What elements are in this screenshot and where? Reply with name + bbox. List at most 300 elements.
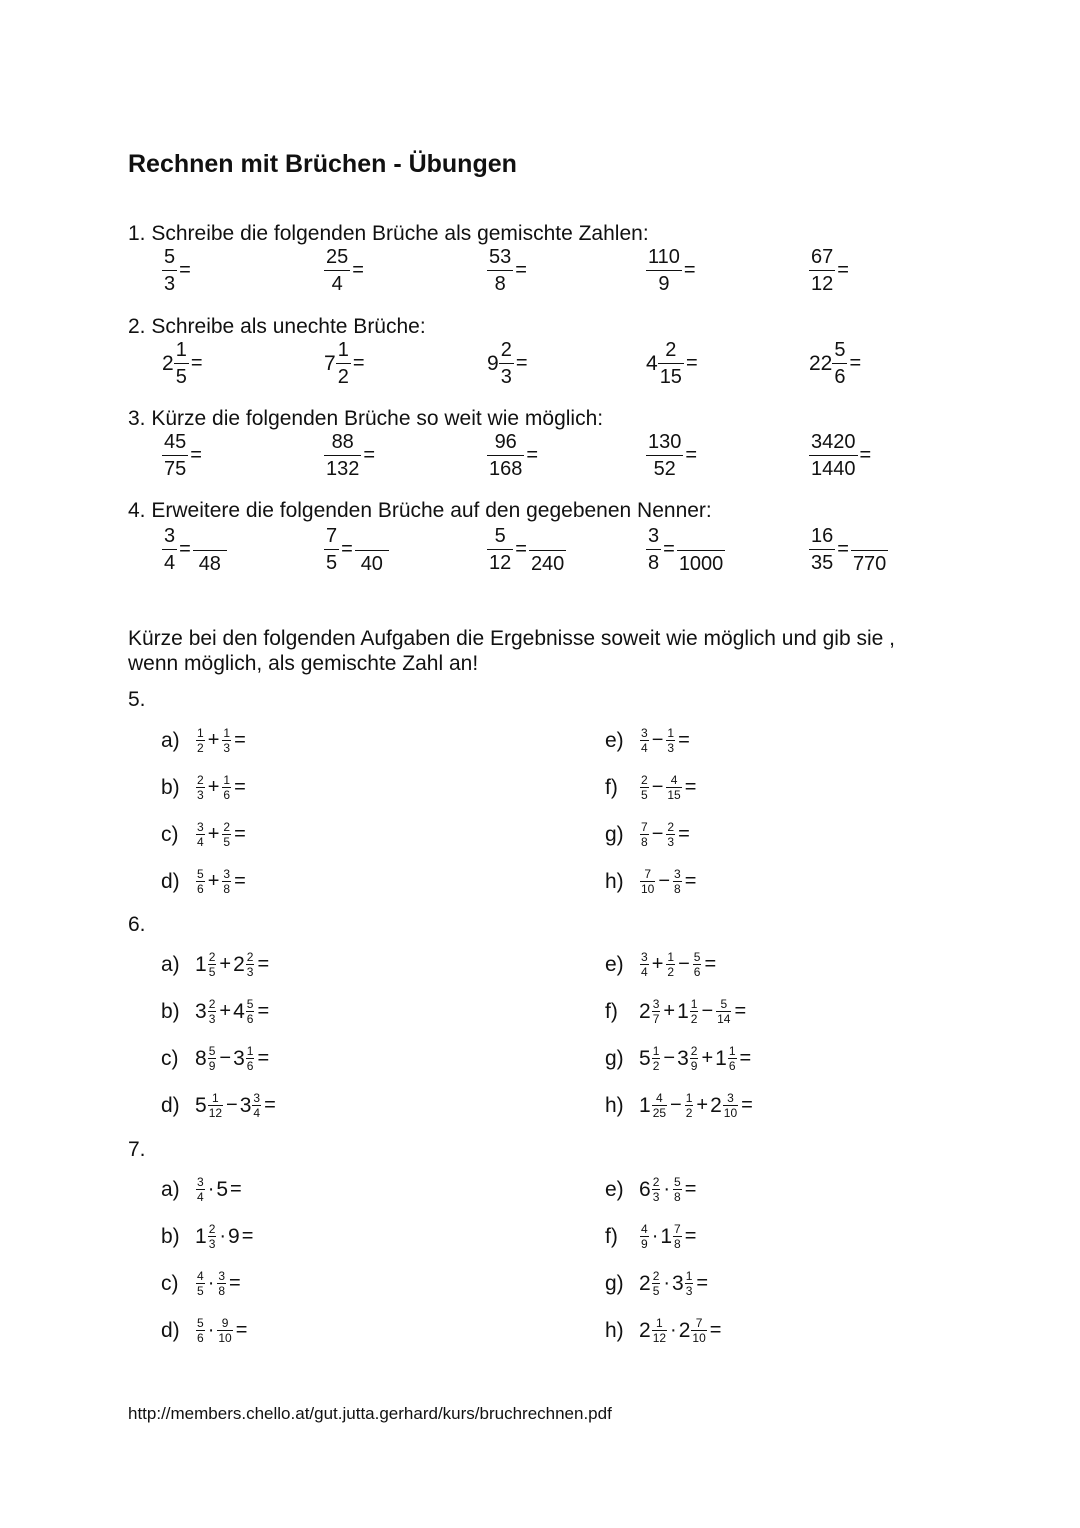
- operator: +: [219, 1000, 232, 1022]
- fraction: [673, 868, 682, 895]
- expression: [639, 951, 718, 978]
- whole-number: 22: [809, 351, 833, 375]
- numerator: 1: [690, 997, 698, 1011]
- equals-sign: =: [352, 259, 364, 281]
- numerator: 5: [164, 246, 176, 268]
- numerator: 5: [197, 867, 204, 881]
- operator: ·: [207, 1319, 215, 1341]
- numerator: 4: [670, 773, 678, 787]
- fraction: [487, 247, 513, 294]
- equals-sign: =: [683, 259, 696, 281]
- fraction: [208, 1092, 223, 1119]
- target-denominator: 770: [852, 553, 887, 575]
- item-label: b): [161, 999, 180, 1023]
- instruction-text: Kürze bei den folgenden Aufgaben die Ergebnisse soweit wie möglich und gib sie , wenn möglich, als gemischte Zahl an!: [128, 627, 896, 675]
- expression: [639, 774, 698, 801]
- numerator: 1: [685, 1269, 693, 1283]
- equals-sign: =: [685, 352, 698, 374]
- fraction: [652, 1176, 661, 1203]
- equals-sign: =: [190, 444, 202, 466]
- whole-number: 2: [639, 1271, 651, 1295]
- numerator: 5: [674, 1175, 681, 1189]
- denominator: 12: [489, 551, 512, 574]
- whole-number: 3: [195, 999, 207, 1023]
- fraction: [809, 247, 835, 294]
- fraction: [691, 1317, 706, 1344]
- whole-number: 2: [162, 351, 174, 375]
- fraction: [690, 1045, 699, 1072]
- operator: +: [219, 953, 232, 975]
- operator: ·: [207, 1178, 215, 1200]
- equals-sign: =: [230, 1178, 242, 1200]
- fraction: [690, 998, 699, 1025]
- operator: +: [207, 823, 220, 845]
- operator: +: [207, 870, 220, 892]
- numerator: 1: [667, 726, 675, 740]
- denominator: 4: [164, 551, 176, 574]
- expression: [195, 774, 248, 801]
- whole-number: 1: [639, 1093, 651, 1117]
- numerator: 110: [648, 246, 680, 268]
- numerator: 5: [720, 997, 728, 1011]
- equals-sign: =: [234, 870, 246, 892]
- denominator: 9: [658, 273, 670, 295]
- numerator: 53: [489, 246, 512, 268]
- problem-7-f: [605, 1223, 698, 1250]
- denominator: 3: [652, 1190, 660, 1204]
- numerator: 2: [208, 950, 216, 964]
- problem-6-a: [161, 951, 271, 978]
- equals-sign: =: [704, 953, 717, 975]
- section-1-heading: 1. Schreibe die folgenden Brüche als gemischte Zahlen:: [128, 222, 649, 245]
- operator: +: [207, 776, 220, 798]
- numerator: 96: [494, 431, 517, 453]
- answer-fraction: [677, 524, 726, 574]
- equals-sign: =: [235, 1319, 248, 1341]
- problem-6-h: [605, 1092, 755, 1119]
- numerator: 2: [208, 1222, 216, 1236]
- numerator: 1: [223, 773, 231, 787]
- expression: [639, 998, 748, 1025]
- denominator: 9: [690, 1059, 698, 1073]
- operator: −: [651, 729, 664, 751]
- numerator: 1: [728, 1044, 736, 1058]
- whole-number: 2: [639, 1318, 651, 1342]
- denominator: 3: [208, 1237, 216, 1251]
- exercise-s2-4: [646, 340, 700, 387]
- denominator: 8: [648, 551, 660, 574]
- fraction: [652, 1317, 667, 1344]
- equals-sign: =: [739, 1047, 752, 1069]
- numerator: 5: [197, 1316, 204, 1330]
- equals-sign: =: [179, 537, 191, 560]
- denominator: 9: [208, 1059, 216, 1073]
- whole-number: 3: [672, 1271, 684, 1295]
- fraction: [666, 774, 681, 801]
- exercise-s3-1: [162, 432, 204, 479]
- problem-5-c: [161, 821, 248, 848]
- numerator: 2: [246, 950, 254, 964]
- equals-sign: =: [837, 259, 849, 281]
- expression: [639, 1045, 753, 1072]
- fraction: [252, 1092, 261, 1119]
- numerator: 3420: [811, 431, 856, 453]
- fraction: [222, 821, 231, 848]
- problem-5-g: [605, 821, 692, 848]
- numerator: 88: [331, 431, 354, 453]
- whole-number: 5: [639, 1046, 651, 1070]
- target-denominator: 48: [198, 553, 221, 575]
- fraction: [208, 1223, 217, 1250]
- target-denominator: 40: [360, 553, 383, 575]
- item-label: d): [161, 1318, 180, 1342]
- denominator: 2: [197, 741, 204, 755]
- problem-7-a: [161, 1176, 244, 1203]
- numerator: 1: [685, 1091, 693, 1105]
- exercise-s1-5: [809, 247, 851, 294]
- operator: +: [696, 1094, 709, 1116]
- expression: [195, 727, 248, 754]
- equals-sign: =: [663, 537, 675, 560]
- numerator: 3: [164, 524, 176, 547]
- equals-sign: =: [352, 352, 365, 374]
- denominator: 6: [834, 366, 846, 388]
- whole-number: 1: [195, 1224, 207, 1248]
- fraction: [809, 526, 835, 573]
- expression: [195, 1223, 255, 1250]
- operator: ·: [663, 1272, 671, 1294]
- fraction: [652, 1045, 661, 1072]
- exercise-s1-3: [487, 247, 529, 294]
- numerator: 1: [652, 1044, 660, 1058]
- whole-number: 9: [487, 351, 499, 375]
- operator: ·: [670, 1319, 677, 1341]
- expression: [639, 1176, 698, 1203]
- equals-sign: =: [684, 1178, 697, 1200]
- numerator: 2: [641, 773, 648, 787]
- numerator: 1: [212, 1091, 219, 1105]
- equals-sign: =: [257, 1000, 270, 1022]
- operator: ·: [219, 1225, 227, 1247]
- equals-sign: =: [684, 870, 697, 892]
- item-label: d): [161, 869, 180, 893]
- fraction: [693, 951, 702, 978]
- whole-number: 3: [677, 1046, 689, 1070]
- fraction: [196, 868, 205, 895]
- whole-number: 2: [233, 952, 245, 976]
- denominator: 6: [728, 1059, 736, 1073]
- expression: [639, 1223, 698, 1250]
- problem-5-e: [605, 727, 692, 754]
- fraction: [652, 1270, 661, 1297]
- denominator: 10: [692, 1331, 706, 1345]
- numerator: 1: [223, 726, 231, 740]
- whole-number: 8: [195, 1046, 207, 1070]
- item-label: a): [161, 728, 180, 752]
- fraction: [208, 1045, 217, 1072]
- denominator: 8: [674, 882, 681, 896]
- denominator: 8: [641, 835, 648, 849]
- numerator: 3: [253, 1091, 261, 1105]
- denominator: 5: [208, 965, 216, 979]
- problem-5-b: [161, 774, 248, 801]
- whole-number: 4: [233, 999, 245, 1023]
- fraction: [666, 727, 675, 754]
- fraction: [324, 247, 350, 294]
- numerator: 1: [175, 339, 187, 361]
- problem-5-label: 5.: [128, 688, 146, 711]
- denominator: 2: [690, 1012, 698, 1026]
- denominator: 3: [246, 965, 254, 979]
- numerator: 2: [652, 1175, 660, 1189]
- equals-sign: =: [229, 1272, 241, 1294]
- fraction: [646, 526, 661, 573]
- expression: [195, 951, 271, 978]
- denominator: 8: [674, 1237, 681, 1251]
- item-label: g): [605, 822, 624, 846]
- answer-numerator-blank: [868, 524, 872, 550]
- denominator: 6: [693, 965, 701, 979]
- denominator: 15: [659, 366, 682, 388]
- fraction: [217, 1270, 226, 1297]
- fraction: [652, 1092, 667, 1119]
- denominator: 8: [218, 1284, 226, 1298]
- exercise-s3-4: [646, 432, 699, 479]
- denominator: 2: [337, 366, 349, 388]
- problem-6-c: [161, 1045, 271, 1072]
- exercise-s1-4: [646, 247, 698, 294]
- whole-number: 1: [715, 1046, 727, 1070]
- item-label: a): [161, 1177, 180, 1201]
- problem-7-e: [605, 1176, 698, 1203]
- numerator: 1: [337, 339, 349, 361]
- operator: −: [678, 953, 690, 975]
- denominator: 2: [667, 965, 675, 979]
- problem-7-d: [161, 1317, 249, 1344]
- operator: −: [651, 823, 664, 845]
- fraction: [685, 1270, 694, 1297]
- numerator: 3: [652, 997, 660, 1011]
- integer: 9: [228, 1224, 240, 1248]
- denominator: 3: [223, 741, 231, 755]
- exercise-s3-3: [487, 432, 540, 479]
- equals-sign: =: [234, 729, 246, 751]
- answer-numerator-blank: [208, 524, 212, 550]
- operator: ·: [663, 1178, 671, 1200]
- numerator: 2: [665, 339, 677, 361]
- fraction: [487, 526, 513, 573]
- fraction: [324, 432, 361, 479]
- equals-sign: =: [678, 729, 690, 751]
- fraction: [666, 951, 675, 978]
- denominator: 5: [223, 835, 231, 849]
- numerator: 45: [164, 431, 187, 453]
- numerator: 3: [197, 1175, 204, 1189]
- operator: −: [701, 1000, 714, 1022]
- denominator: 4: [253, 1106, 261, 1120]
- fraction: [196, 1176, 205, 1203]
- expression: [195, 1045, 271, 1072]
- problem-5-h: [605, 868, 698, 895]
- fraction: [196, 1270, 205, 1297]
- denominator: 10: [218, 1331, 232, 1345]
- operator: −: [226, 1094, 238, 1116]
- answer-numerator-blank: [546, 524, 550, 550]
- item-label: e): [605, 728, 624, 752]
- denominator: 6: [197, 882, 204, 896]
- section-4-heading: 4. Erweitere die folgenden Brüche auf den gegebenen Nenner:: [128, 499, 712, 522]
- equals-sign: =: [859, 444, 872, 466]
- denominator: 4: [197, 1190, 204, 1204]
- fraction: [646, 247, 682, 294]
- item-label: g): [605, 1046, 624, 1070]
- item-label: h): [605, 1093, 624, 1117]
- fraction: [673, 1176, 682, 1203]
- numerator: 130: [648, 431, 682, 453]
- expression: [195, 821, 248, 848]
- page-title: Rechnen mit Brüchen - Übungen: [128, 150, 517, 178]
- equals-sign: =: [363, 444, 376, 466]
- whole-number: 1: [660, 1224, 673, 1248]
- numerator: 3: [648, 524, 660, 547]
- denominator: 15: [667, 788, 681, 802]
- numerator: 4: [641, 1222, 648, 1236]
- fraction: [324, 526, 339, 573]
- operator: +: [207, 729, 220, 751]
- denominator: 3: [685, 1284, 693, 1298]
- item-label: h): [605, 1318, 624, 1342]
- answer-fraction: [355, 524, 389, 574]
- problem-6-e: [605, 951, 718, 978]
- expression: [195, 1317, 249, 1344]
- expression: [195, 1270, 243, 1297]
- equals-sign: =: [526, 444, 539, 466]
- fraction: [196, 821, 205, 848]
- equals-sign: =: [241, 1225, 254, 1247]
- denominator: 6: [246, 1012, 254, 1026]
- fraction: [673, 1223, 682, 1250]
- expression: [195, 998, 271, 1025]
- numerator: 1: [656, 1316, 663, 1330]
- item-label: f): [605, 1224, 618, 1248]
- operator: −: [219, 1047, 232, 1069]
- equals-sign: =: [234, 823, 246, 845]
- problem-7-c: [161, 1270, 243, 1297]
- denominator: 4: [641, 741, 648, 755]
- exercise-s2-3: [487, 340, 530, 387]
- numerator: 3: [223, 867, 231, 881]
- fraction: [208, 951, 217, 978]
- whole-number: 2: [678, 1318, 691, 1342]
- equals-sign: =: [257, 1047, 270, 1069]
- numerator: 1: [246, 1044, 254, 1058]
- numerator: 2: [667, 820, 675, 834]
- numerator: 67: [811, 246, 834, 268]
- equals-sign: =: [341, 537, 353, 560]
- denominator: 3: [500, 366, 512, 388]
- fraction: [716, 998, 731, 1025]
- denominator: 3: [197, 788, 204, 802]
- operator: −: [658, 870, 671, 892]
- exercise-s2-1: [162, 340, 205, 387]
- expression: [639, 821, 692, 848]
- problem-7-g: [605, 1270, 710, 1297]
- target-denominator: 1000: [678, 553, 724, 575]
- numerator: 2: [690, 1044, 698, 1058]
- numerator: 7: [641, 820, 648, 834]
- whole-number: 1: [677, 999, 689, 1023]
- numerator: 9: [221, 1316, 229, 1330]
- expression: [639, 1317, 723, 1344]
- denominator: 9: [641, 1237, 648, 1251]
- section-2-heading: 2. Schreibe als unechte Brüche:: [128, 315, 426, 338]
- denominator: 3: [208, 1012, 216, 1026]
- equals-sign: =: [234, 776, 246, 798]
- numerator: 3: [641, 726, 648, 740]
- item-label: b): [161, 775, 180, 799]
- fraction: [640, 774, 649, 801]
- denominator: 6: [197, 1331, 204, 1345]
- problem-5-d: [161, 868, 248, 895]
- exercise-s3-2: [324, 432, 377, 479]
- equals-sign: =: [515, 259, 527, 281]
- whole-number: 2: [710, 1093, 722, 1117]
- fraction: [658, 340, 684, 387]
- denominator: 75: [164, 458, 187, 480]
- whole-number: 4: [646, 351, 658, 375]
- fraction: [246, 1045, 255, 1072]
- expression: [195, 1092, 278, 1119]
- denominator: 8: [223, 882, 231, 896]
- operator: ·: [207, 1272, 215, 1294]
- denominator: 10: [641, 882, 655, 896]
- fraction: [246, 951, 255, 978]
- denominator: 2: [685, 1106, 693, 1120]
- answer-fraction: [851, 524, 888, 574]
- numerator: 1: [667, 950, 675, 964]
- fraction: [196, 727, 205, 754]
- equals-sign: =: [684, 776, 697, 798]
- item-label: c): [161, 1271, 179, 1295]
- answer-fraction: [529, 524, 566, 574]
- problem-7-label: 7.: [128, 1138, 146, 1161]
- numerator: 3: [218, 1269, 226, 1283]
- exercise-s4-2: [324, 524, 389, 574]
- numerator: 7: [326, 524, 338, 547]
- operator: −: [663, 1047, 676, 1069]
- numerator: 5: [246, 997, 254, 1011]
- numerator: 4: [197, 1269, 204, 1283]
- item-label: h): [605, 869, 624, 893]
- answer-fraction: [193, 524, 227, 574]
- fraction: [208, 998, 217, 1025]
- operator: +: [701, 1047, 714, 1069]
- denominator: 52: [653, 458, 676, 480]
- numerator: 5: [693, 950, 701, 964]
- exercise-s1-2: [324, 247, 366, 294]
- denominator: 5: [326, 551, 338, 574]
- equals-sign: =: [741, 1094, 753, 1116]
- item-label: d): [161, 1093, 180, 1117]
- numerator: 5: [208, 1044, 216, 1058]
- numerator: 2: [500, 339, 512, 361]
- operator: +: [663, 1000, 676, 1022]
- numerator: 7: [644, 867, 652, 881]
- fraction: [666, 821, 675, 848]
- denominator: 35: [811, 551, 834, 574]
- denominator: 10: [723, 1106, 738, 1120]
- denominator: 1440: [811, 458, 856, 480]
